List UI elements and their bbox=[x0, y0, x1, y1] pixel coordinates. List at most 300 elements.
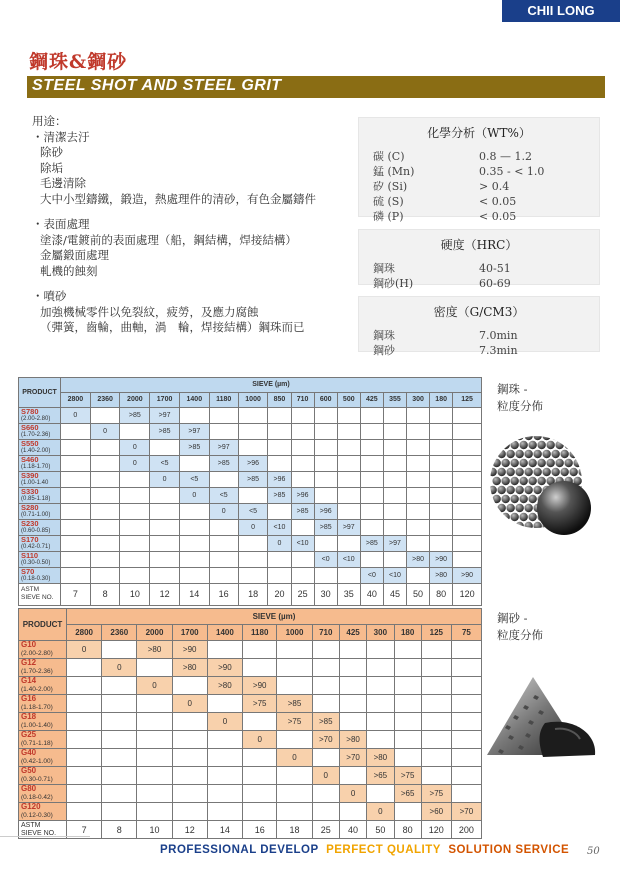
chem-analysis-box bbox=[358, 117, 600, 223]
shot-pellet bbox=[492, 477, 500, 485]
chem-value: < 0.05 bbox=[479, 210, 517, 223]
chem-row bbox=[359, 179, 599, 194]
sieve-value-cell: >85 bbox=[277, 695, 312, 713]
sieve-value-cell: >96 bbox=[291, 487, 314, 503]
sieve-value-cell bbox=[102, 749, 137, 767]
sieve-value-cell bbox=[337, 407, 360, 423]
shot-pellet bbox=[488, 504, 496, 512]
shot-pellet bbox=[492, 513, 500, 521]
sieve-value-cell: <5 bbox=[179, 471, 209, 487]
sieve-value-cell: >97 bbox=[209, 439, 238, 455]
sieve-value-cell bbox=[67, 803, 102, 821]
product-header: PRODUCT bbox=[19, 378, 61, 408]
sieve-value-cell: <0 bbox=[360, 567, 383, 583]
shot-pellet bbox=[560, 450, 568, 458]
product-range: (0.42-0.71) bbox=[21, 543, 51, 550]
sieve-value-cell bbox=[120, 551, 150, 567]
sieve-value-cell bbox=[407, 423, 430, 439]
sieve-value-cell: >90 bbox=[207, 659, 242, 677]
product-name: G16 bbox=[21, 694, 37, 703]
sieve-value-cell bbox=[179, 503, 209, 519]
shot-pellet bbox=[492, 459, 500, 467]
sieve-value-cell bbox=[394, 713, 421, 731]
table-row bbox=[19, 535, 482, 551]
uses-section bbox=[32, 114, 316, 346]
product-range: (1.18-1.70) bbox=[21, 704, 53, 711]
sieve-value-cell: <10 bbox=[337, 551, 360, 567]
sieve-size-header: 1000 bbox=[277, 625, 312, 641]
sieve-size-header: 125 bbox=[453, 392, 482, 407]
sieve-value-cell bbox=[367, 785, 394, 803]
product-name: S70 bbox=[21, 566, 35, 576]
sieve-value-cell bbox=[243, 749, 277, 767]
sieve-value-cell: 0 bbox=[243, 731, 277, 749]
sieve-value-cell bbox=[291, 439, 314, 455]
product-range: (2.00-2.80) bbox=[21, 415, 51, 422]
sieve-value-cell bbox=[421, 641, 451, 659]
product-range: (0.71-1.18) bbox=[21, 740, 53, 747]
product-cell bbox=[19, 659, 67, 677]
sieve-value-cell bbox=[407, 535, 430, 551]
product-name: S170 bbox=[21, 534, 39, 544]
sieve-value-cell: >85 bbox=[360, 535, 383, 551]
sieve-value-cell bbox=[394, 803, 421, 821]
sieve-value-cell: >65 bbox=[367, 767, 394, 785]
density-value: 7.0min bbox=[479, 329, 518, 342]
sieve-value-cell bbox=[337, 439, 360, 455]
product-cell bbox=[19, 803, 67, 821]
sieve-value-cell: 0 bbox=[150, 471, 180, 487]
sieve-value-cell bbox=[453, 503, 482, 519]
sieve-value-cell bbox=[291, 519, 314, 535]
chem-key: 磷 (P) bbox=[373, 210, 404, 223]
sieve-value-cell bbox=[243, 767, 277, 785]
sieve-value-cell bbox=[383, 487, 406, 503]
astm-sieve-no: 7 bbox=[67, 821, 102, 839]
shot-pellet bbox=[528, 477, 536, 485]
sieve-value-cell bbox=[61, 439, 91, 455]
uses-item: 除砂 bbox=[40, 145, 63, 159]
astm-label-line: ASTM bbox=[21, 821, 41, 829]
sieve-value-cell: 0 bbox=[120, 455, 150, 471]
astm-sieve-no: 25 bbox=[291, 583, 314, 605]
shot-pellet bbox=[546, 441, 554, 449]
sieve-value-cell bbox=[453, 487, 482, 503]
product-cell bbox=[19, 713, 67, 731]
sieve-value-cell bbox=[407, 519, 430, 535]
uses-item: 加強機械零件以免裂紋，疲勞，及應力腐蝕 bbox=[40, 304, 259, 319]
table-row bbox=[19, 713, 482, 731]
sieve-value-cell bbox=[451, 695, 481, 713]
sieve-size-header: 1400 bbox=[207, 625, 242, 641]
sieve-value-cell bbox=[360, 407, 383, 423]
hardness-key: 鋼珠 bbox=[373, 262, 395, 275]
sieve-value-cell bbox=[243, 785, 277, 803]
shot-label-line: 粒度分佈 bbox=[497, 399, 543, 413]
sieve-value-cell: >85 bbox=[268, 487, 291, 503]
hardness-row bbox=[359, 261, 599, 276]
sieve-value-cell bbox=[172, 731, 207, 749]
grit-label-line: 鋼砂 - bbox=[497, 611, 528, 625]
sieve-value-cell bbox=[360, 455, 383, 471]
slogan-professional: PROFESSIONAL DEVELOP bbox=[160, 844, 319, 856]
sieve-value-cell bbox=[451, 641, 481, 659]
product-name: S460 bbox=[21, 454, 39, 464]
sieve-value-cell bbox=[150, 439, 180, 455]
sieve-value-cell bbox=[137, 749, 172, 767]
sieve-value-cell: <5 bbox=[238, 503, 268, 519]
sieve-value-cell: 0 bbox=[102, 659, 137, 677]
astm-sieve-no: 16 bbox=[243, 821, 277, 839]
chem-value: > 0.4 bbox=[479, 180, 510, 193]
sieve-value-cell bbox=[209, 407, 238, 423]
sieve-value-cell bbox=[207, 749, 242, 767]
density-title: 密度（G/CM3） bbox=[433, 305, 525, 319]
sieve-value-cell bbox=[291, 407, 314, 423]
sieve-value-cell bbox=[312, 659, 339, 677]
shot-pellet bbox=[542, 450, 550, 458]
sieve-value-cell bbox=[277, 641, 312, 659]
sieve-value-cell bbox=[120, 487, 150, 503]
sieve-value-cell bbox=[421, 713, 451, 731]
shot-pellet bbox=[488, 450, 496, 458]
sieve-value-cell bbox=[451, 659, 481, 677]
sieve-value-cell bbox=[67, 695, 102, 713]
sieve-value-cell bbox=[102, 803, 137, 821]
astm-sieve-no: 14 bbox=[207, 821, 242, 839]
sieve-value-cell: >80 bbox=[339, 731, 366, 749]
sieve-value-cell bbox=[337, 567, 360, 583]
product-cell bbox=[19, 785, 67, 803]
sieve-value-cell: >85 bbox=[209, 455, 238, 471]
sieve-value-cell bbox=[61, 423, 91, 439]
chem-row bbox=[359, 209, 599, 224]
uses-item: 塗漆/電鍍前的表面處理（船，鋼結構，焊接結構） bbox=[40, 232, 297, 247]
product-range: (1.40-2.00) bbox=[21, 686, 53, 693]
sieve-value-cell: >60 bbox=[421, 803, 451, 821]
shot-pellet bbox=[564, 459, 572, 467]
shot-distribution-label bbox=[497, 381, 543, 415]
sieve-value-cell bbox=[238, 567, 268, 583]
sieve-value-cell bbox=[312, 749, 339, 767]
product-cell bbox=[19, 641, 67, 659]
astm-label-line: SIEVE NO. bbox=[21, 829, 57, 837]
sieve-value-cell bbox=[383, 519, 406, 535]
sieve-value-cell bbox=[90, 407, 120, 423]
sieve-value-cell bbox=[179, 567, 209, 583]
sieve-value-cell bbox=[339, 695, 366, 713]
sieve-value-cell bbox=[102, 785, 137, 803]
sieve-value-cell bbox=[451, 731, 481, 749]
table-row bbox=[19, 455, 482, 471]
uses-item: 金屬鍛面處理 bbox=[40, 248, 109, 262]
sieve-value-cell bbox=[339, 713, 366, 731]
chem-row bbox=[359, 194, 599, 209]
shot-pellet bbox=[573, 441, 581, 449]
sieve-size-header: 300 bbox=[407, 392, 430, 407]
sieve-size-header: 2000 bbox=[120, 392, 150, 407]
product-range: (0.71-1.00) bbox=[21, 511, 51, 518]
astm-sieve-no: 50 bbox=[367, 821, 394, 839]
sieve-value-cell bbox=[61, 519, 91, 535]
sieve-value-cell bbox=[268, 407, 291, 423]
shot-pellet bbox=[560, 432, 568, 440]
sieve-size-header: 2360 bbox=[102, 625, 137, 641]
sieve-value-cell bbox=[314, 535, 337, 551]
product-name: G12 bbox=[21, 658, 37, 667]
sieve-value-cell bbox=[277, 659, 312, 677]
shot-pellet bbox=[524, 504, 532, 512]
sieve-value-cell: >97 bbox=[383, 535, 406, 551]
sieve-value-cell bbox=[407, 439, 430, 455]
table-row bbox=[19, 641, 482, 659]
sieve-value-cell bbox=[268, 439, 291, 455]
sieve-value-cell bbox=[337, 455, 360, 471]
sieve-size-header: 850 bbox=[268, 392, 291, 407]
shot-pellet bbox=[524, 450, 532, 458]
sieve-value-cell bbox=[67, 785, 102, 803]
sieve-value-cell: <10 bbox=[291, 535, 314, 551]
steel-grit-image bbox=[485, 675, 600, 760]
sieve-value-cell bbox=[137, 767, 172, 785]
sieve-value-cell bbox=[102, 767, 137, 785]
sieve-value-cell bbox=[367, 713, 394, 731]
sieve-value-cell: >80 bbox=[367, 749, 394, 767]
sieve-value-cell bbox=[367, 731, 394, 749]
density-key: 鋼珠 bbox=[373, 329, 395, 342]
astm-sieve-no: 30 bbox=[314, 583, 337, 605]
shot-pellet bbox=[515, 450, 523, 458]
sieve-value-cell bbox=[277, 767, 312, 785]
sieve-value-cell bbox=[137, 731, 172, 749]
sieve-value-cell bbox=[277, 785, 312, 803]
product-range: (2.00-2.80) bbox=[21, 650, 53, 657]
shot-pellet bbox=[524, 486, 532, 494]
sieve-value-cell bbox=[312, 785, 339, 803]
page-title-en: STEEL SHOT AND STEEL GRIT bbox=[32, 77, 282, 94]
sieve-value-cell bbox=[67, 731, 102, 749]
chem-key: 碳 (C) bbox=[373, 150, 405, 163]
shot-pellet bbox=[528, 513, 536, 521]
sieve-value-cell bbox=[179, 455, 209, 471]
product-cell bbox=[19, 731, 67, 749]
sieve-value-cell: <10 bbox=[268, 519, 291, 535]
sieve-value-cell bbox=[207, 767, 242, 785]
shot-pellet bbox=[515, 522, 523, 530]
sieve-value-cell bbox=[268, 423, 291, 439]
sieve-size-header: 710 bbox=[291, 392, 314, 407]
astm-sieve-no: 12 bbox=[172, 821, 207, 839]
chem-value: < 0.05 bbox=[479, 195, 517, 208]
sieve-value-cell bbox=[61, 503, 91, 519]
sieve-value-cell bbox=[238, 487, 268, 503]
sieve-value-cell bbox=[207, 695, 242, 713]
sieve-value-cell bbox=[150, 535, 180, 551]
sieve-value-cell bbox=[451, 785, 481, 803]
shot-pellet bbox=[542, 468, 550, 476]
uses-item: 毛邊清除 bbox=[40, 176, 86, 190]
astm-label-line: SIEVE NO. bbox=[21, 594, 54, 602]
shot-pellet bbox=[497, 522, 505, 530]
sieve-size-header: 2000 bbox=[137, 625, 172, 641]
sieve-value-cell bbox=[207, 731, 242, 749]
hardness-value: 40-51 bbox=[479, 262, 511, 275]
sieve-value-cell: >90 bbox=[430, 551, 453, 567]
chem-title: 化學分析（WT%） bbox=[427, 126, 531, 140]
sieve-value-cell: >97 bbox=[337, 519, 360, 535]
shot-pellet bbox=[524, 432, 532, 440]
sieve-value-cell bbox=[394, 677, 421, 695]
shot-pellet bbox=[510, 477, 518, 485]
sieve-size-header: 75 bbox=[451, 625, 481, 641]
sieve-value-cell bbox=[407, 503, 430, 519]
sieve-value-cell: >85 bbox=[150, 423, 180, 439]
sieve-value-cell: 0 bbox=[268, 535, 291, 551]
shot-pellet bbox=[569, 450, 577, 458]
table-row bbox=[19, 567, 482, 583]
shot-pellet bbox=[488, 486, 496, 494]
sieve-size-header: 1700 bbox=[150, 392, 180, 407]
sieve-size-header: 710 bbox=[312, 625, 339, 641]
astm-sieve-no: 120 bbox=[453, 583, 482, 605]
sieve-value-cell bbox=[238, 407, 268, 423]
shot-pellet bbox=[501, 441, 509, 449]
shot-pellet bbox=[569, 432, 577, 440]
table-row bbox=[19, 519, 482, 535]
sieve-value-cell bbox=[150, 519, 180, 535]
shot-pellet bbox=[578, 468, 586, 476]
sieve-value-cell bbox=[430, 471, 453, 487]
chem-key: 硫 (S) bbox=[373, 195, 404, 208]
sieve-value-cell bbox=[430, 407, 453, 423]
shot-pellet bbox=[528, 459, 536, 467]
uses-item: 除垢 bbox=[40, 160, 63, 175]
sieve-value-cell bbox=[67, 767, 102, 785]
astm-sieve-no: 16 bbox=[209, 583, 238, 605]
sieve-value-cell bbox=[268, 455, 291, 471]
sieve-value-cell: >90 bbox=[172, 641, 207, 659]
sieve-value-cell bbox=[394, 749, 421, 767]
chem-key: 矽 (Si) bbox=[373, 180, 408, 193]
shot-pellet bbox=[533, 486, 541, 494]
sieve-value-cell bbox=[451, 677, 481, 695]
shot-pellet bbox=[519, 495, 527, 503]
shot-pellet bbox=[551, 450, 559, 458]
sieve-value-cell bbox=[430, 535, 453, 551]
uses-group-title: ・清潔去汙 bbox=[32, 129, 90, 144]
product-name: G80 bbox=[21, 784, 37, 793]
sieve-size-header: 180 bbox=[430, 392, 453, 407]
shot-pellet bbox=[569, 468, 577, 476]
sieve-size-header: 180 bbox=[394, 625, 421, 641]
density-box bbox=[358, 296, 600, 357]
product-range: (0.18-0.42) bbox=[21, 794, 53, 801]
sieve-value-cell bbox=[120, 519, 150, 535]
shot-pellet bbox=[537, 441, 545, 449]
sieve-value-cell bbox=[394, 641, 421, 659]
sieve-value-cell bbox=[360, 551, 383, 567]
sieve-value-cell bbox=[453, 551, 482, 567]
uses-group bbox=[32, 217, 316, 279]
product-name: G18 bbox=[21, 712, 37, 721]
shot-pellet bbox=[533, 432, 541, 440]
shot-pellet bbox=[492, 441, 500, 449]
sieve-value-cell bbox=[453, 455, 482, 471]
footer-rule bbox=[0, 836, 90, 837]
sieve-value-cell bbox=[150, 567, 180, 583]
sieve-value-cell bbox=[383, 439, 406, 455]
sieve-value-cell bbox=[67, 713, 102, 731]
sieve-value-cell bbox=[238, 423, 268, 439]
sieve-size-header: 2360 bbox=[90, 392, 120, 407]
sieve-value-cell bbox=[430, 519, 453, 535]
uses-group bbox=[32, 130, 316, 208]
product-name: S660 bbox=[21, 422, 39, 432]
sieve-value-cell bbox=[451, 749, 481, 767]
sieve-size-header: 600 bbox=[314, 392, 337, 407]
sieve-value-cell bbox=[207, 803, 242, 821]
density-key: 鋼砂 bbox=[373, 344, 395, 357]
sieve-value-cell bbox=[172, 767, 207, 785]
sieve-value-cell bbox=[61, 487, 91, 503]
shot-pellet bbox=[546, 459, 554, 467]
hardness-row bbox=[359, 276, 599, 291]
product-cell bbox=[19, 455, 61, 471]
sieve-value-cell bbox=[67, 659, 102, 677]
hardness-key: 鋼砂(H) bbox=[373, 277, 414, 290]
sieve-value-cell bbox=[407, 407, 430, 423]
sieve-value-cell bbox=[451, 713, 481, 731]
shot-pellet bbox=[506, 432, 514, 440]
sieve-value-cell bbox=[209, 519, 238, 535]
sieve-value-cell bbox=[209, 567, 238, 583]
shot-pellet bbox=[515, 432, 523, 440]
sieve-header: SIEVE (µm) bbox=[67, 609, 482, 625]
sieve-value-cell bbox=[61, 471, 91, 487]
sieve-value-cell bbox=[394, 731, 421, 749]
sieve-value-cell: >85 bbox=[238, 471, 268, 487]
product-cell bbox=[19, 503, 61, 519]
sieve-value-cell: >65 bbox=[394, 785, 421, 803]
table-row bbox=[19, 785, 482, 803]
astm-sieve-no: 8 bbox=[90, 583, 120, 605]
shot-pellet bbox=[501, 459, 509, 467]
sieve-value-cell bbox=[61, 567, 91, 583]
sieve-value-cell bbox=[430, 487, 453, 503]
sieve-value-cell bbox=[291, 423, 314, 439]
shot-pellet bbox=[551, 432, 559, 440]
astm-sieve-no: 50 bbox=[407, 583, 430, 605]
sieve-value-cell bbox=[312, 677, 339, 695]
sieve-value-cell bbox=[430, 503, 453, 519]
shot-pellet bbox=[519, 477, 527, 485]
product-name: S230 bbox=[21, 518, 39, 528]
sieve-size-header: 425 bbox=[339, 625, 366, 641]
sieve-value-cell: 0 bbox=[312, 767, 339, 785]
shot-pellet bbox=[488, 522, 496, 530]
sieve-value-cell bbox=[120, 567, 150, 583]
shot-pellet bbox=[555, 459, 563, 467]
astm-sieve-no: 45 bbox=[383, 583, 406, 605]
sieve-value-cell: <5 bbox=[209, 487, 238, 503]
page-title-zh: 鋼珠&鋼砂 bbox=[29, 51, 128, 73]
sieve-value-cell: 0 bbox=[207, 713, 242, 731]
sieve-value-cell bbox=[367, 659, 394, 677]
sieve-value-cell: 0 bbox=[137, 677, 172, 695]
product-cell bbox=[19, 695, 67, 713]
sieve-value-cell bbox=[383, 503, 406, 519]
sieve-size-header: 1700 bbox=[172, 625, 207, 641]
